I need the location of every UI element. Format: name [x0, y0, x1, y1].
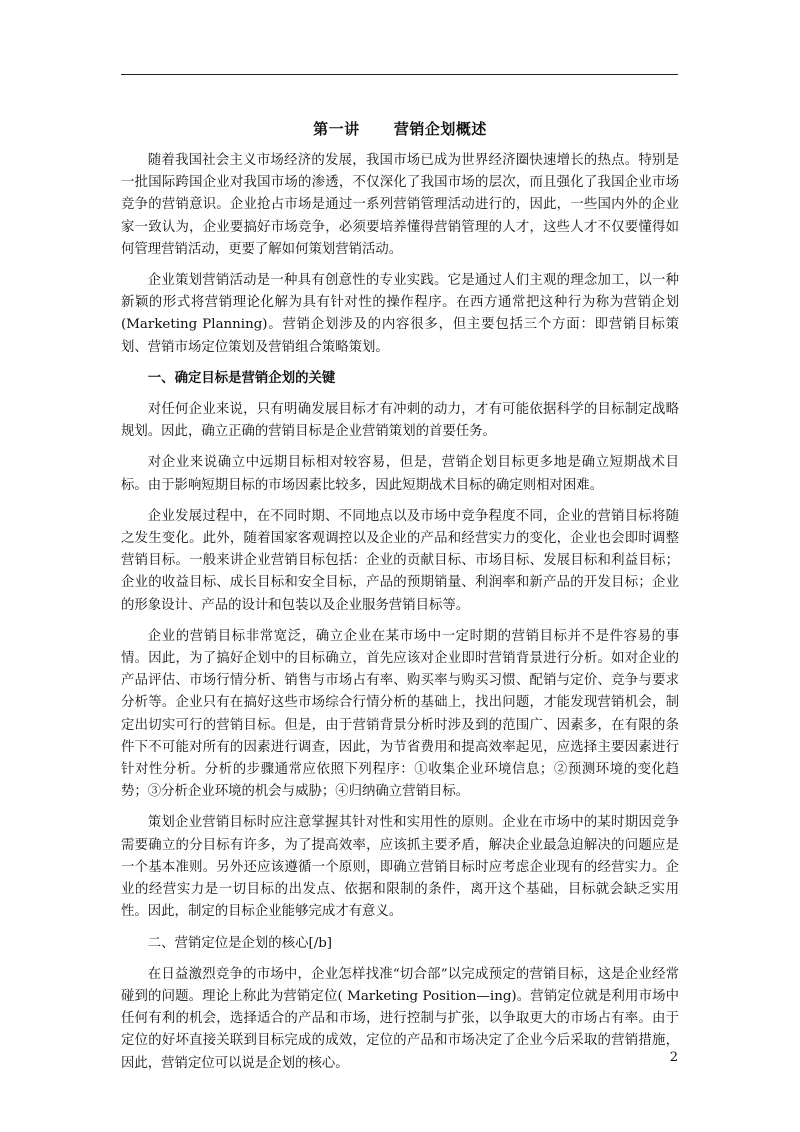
paragraph-body: 对任何企业来说，只有明确发展目标才有冲刺的动力，才有可能依据科学的目标制定战略规划。因此，确立正确的营销目标是企业营销策划的首要任务。: [121, 402, 679, 440]
paragraph-body: 策划企业营销目标时应注意掌握其针对性和实用性的原则。企业在市场中的某时期因竞争需要确立的分目标有许多，为了提高效率，应该抓主要矛盾，解决企业最急迫解决的问题应是一个基本准则。另外还应该遵循一个原则，即确立营销目标时应考虑企业现有的经营实力。企业的经营实力是一切目标的出发点、依据和限制的条件，离开这个基础，目标就会缺乏实用性。因此，制定的目标企业能够完成才有意义。: [121, 815, 679, 920]
section-heading-2: 二、营销定位是企划的核心[/b]: [147, 935, 333, 951]
document-body: [121, 150, 679, 1084]
page-number: 2: [669, 1050, 678, 1065]
header-rule: [121, 74, 678, 75]
paragraph-body: 企业发展过程中，在不同时期、不同地点以及市场中竞争程度不同，企业的营销目标将随之发生变化。此外，随着国家客观调控以及企业的产品和经营实力的变化，企业也会即时调整营销目标。一般来讲企业营销目标包括：企业的贡献目标、市场目标、发展目标和利益目标；企业的收益目标、成长目标和安全目标，产品的预期销量、利润率和新产品的开发目标；企业的形象设计、产品的设计和包装以及企业服务营销目标等。: [121, 508, 679, 613]
paragraph-planning: 企业策划营销活动是一种具有创意性的专业实践。它是通过人们主观的理念加工，以一种新颖的形式将营销理论化解为具有针对性的操作程序。在西方通常把这种行为称为营销企划(Marketing Planning)。营销企划涉及的内容很多，但主要包括三个方面：即营销目标策划、营销市场定位策划及营销组合策略策划。: [121, 273, 679, 355]
page-title: 第一讲 营销企划概述: [313, 120, 487, 138]
section-heading-1: 一、确定目标是营销企划的关键: [147, 370, 336, 386]
paragraph-body: 在日益激烈竞争的市场中，企业怎样找准“切合部”以完成预定的营销目标，这是企业经常碰到的问题。理论上称此为营销定位( Marketing Position—ing)。营销定位就是利用市场中任何有利的机会，选择适合的产品和市场，进行控制与扩张，以争取更大的市场占有率。由于定位的好坏直接关联到目标完成的成效，定位的产品和市场决定了企业今后采取的营销措施，因此，营销定位可以说是企划的核心。: [121, 966, 679, 1071]
paragraph-body: 对企业来说确立中远期目标相对较容易，但是，营销企划目标更多地是确立短期战术目标。由于影响短期目标的市场因素比较多，因此短期战术目标的确定则相对困难。: [121, 455, 679, 493]
paragraph-intro: 随着我国社会主义市场经济的发展，我国市场已成为世界经济圈快速增长的热点。特别是一批国际跨国企业对我国市场的渗透，不仅深化了我国市场的层次，而且强化了我国企业市场竞争的营销意识。企业抢占市场是通过一系列营销管理活动进行的，因此，一些国内外的企业家一致认为，企业要搞好市场竞争，必须要培养懂得营销管理的人才，这些人才不仅要懂得如何管理营销活动，更要了解如何策划营销活动。: [121, 153, 679, 257]
paragraph-body: 企业的营销目标非常宽泛，确立企业在某市场中一定时期的营销目标并不是件容易的事情。因此，为了搞好企划中的目标确立，首先应该对企业即时营销背景进行分析。如对企业的产品评估、市场行情分析、销售与市场占有率、购买率与购买习惯、配销与定价、竞争与要求分析等。企业只有在搞好这些市场综合行情分析的基础上，找出问题，才能发现营销机会，制定出切实可行的营销目标。但是，由于营销背景分析时涉及到的范围广、因素多，在有限的条件下不可能对所有的因素进行调查，因此，为节省费用和提高效率起见，应选择主要因素进行针对性分析。分析的步骤通常应依照下列程序：①收集企业环境信息；②预测环境的变化趋势；③分析企业环境的机会与威胁；④归纳确立营销目标。: [121, 628, 679, 800]
